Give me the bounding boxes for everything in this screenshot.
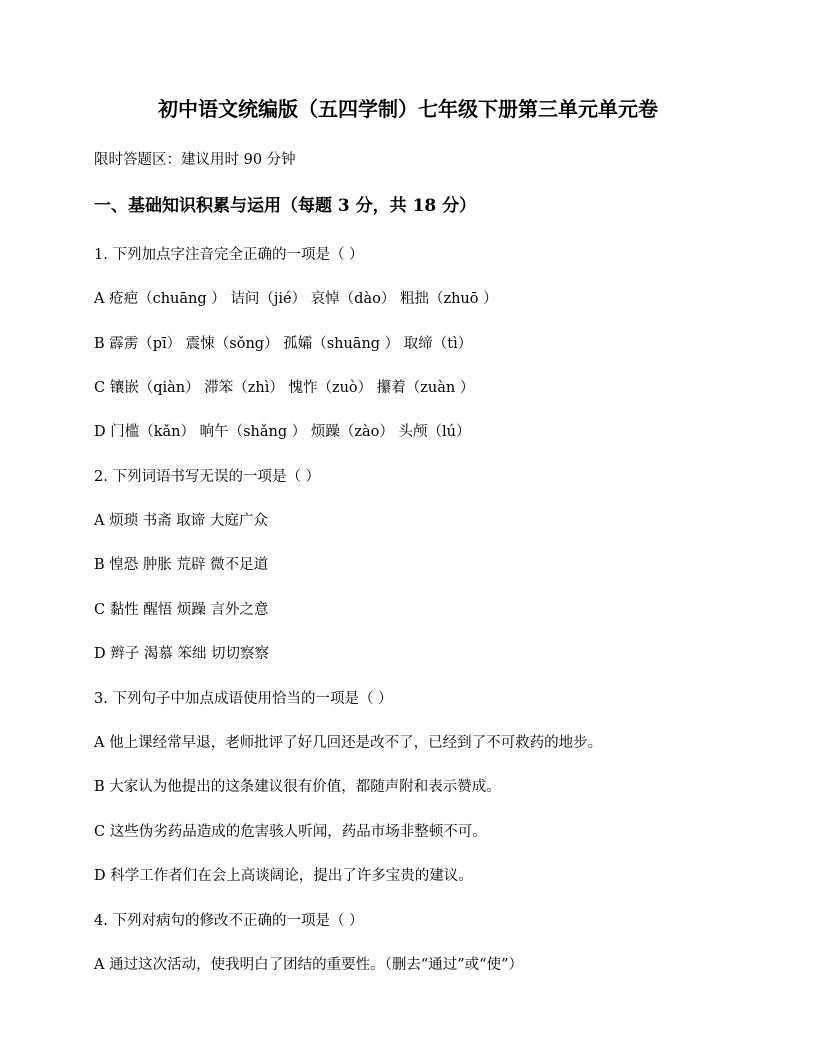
- question-3-option-a: A 他上课经常早退，老师批评了好几回还是改不了，已经到了不可救药的地步。: [94, 735, 603, 751]
- question-3-stem: 3. 下列句子中加点成语使用恰当的一项是（ ）: [94, 691, 393, 707]
- question-4-option-a: A 通过这次活动，使我明白了团结的重要性。（删去“通过”或“使”）: [94, 957, 523, 973]
- section-heading: 一、基础知识积累与运用（每题 3 分，共 18 分）: [94, 196, 477, 216]
- question-2-option-c: C 黏性 醒悟 烦躁 言外之意: [94, 602, 269, 618]
- question-3-option-d: D 科学工作者们在会上高谈阔论，提出了许多宝贵的建议。: [94, 868, 473, 884]
- question-4-stem: 4. 下列对病句的修改不正确的一项是（ ）: [94, 913, 364, 929]
- question-1-stem: 1. 下列加点字注音完全正确的一项是（ ）: [94, 247, 364, 263]
- question-1-option-d: D 门槛（kǎn） 晌午（shǎng ） 烦躁（zào） 头颅（lú）: [94, 424, 471, 440]
- question-1-option-c: C 镶嵌（qiàn） 滞笨（zhì） 愧怍（zuò） 攥着（zuàn ）: [94, 380, 475, 396]
- question-2-option-a: A 烦琐 书斋 取谛 大庭广众: [94, 513, 268, 529]
- question-2-option-b: B 惶恐 肿胀 荒辟 微不足道: [94, 557, 269, 573]
- document-title: 初中语文统编版（五四学制）七年级下册第三单元单元卷: [158, 97, 658, 121]
- question-3-option-c: C 这些伪劣药品造成的危害骇人听闻，药品市场非整顿不可。: [94, 824, 487, 840]
- question-2-stem: 2. 下列词语书写无误的一项是（ ）: [94, 469, 321, 485]
- question-2-option-d: D 辫子 渴慕 笨绌 切切察察: [94, 646, 270, 662]
- question-3-option-b: B 大家认为他提出的这条建议很有价值，都随声附和表示赞成。: [94, 779, 501, 795]
- question-1-option-b: B 霹雳（pī） 震悚（sǒng） 孤孀（shuāng ） 取缔（tì）: [94, 336, 473, 352]
- time-limit-note: 限时答题区：建议用时 90 分钟: [94, 152, 296, 168]
- question-1-option-a: A 疮疤（chuāng ） 诘问（jié） 哀悼（dào） 粗拙（zhuō ）: [94, 291, 498, 307]
